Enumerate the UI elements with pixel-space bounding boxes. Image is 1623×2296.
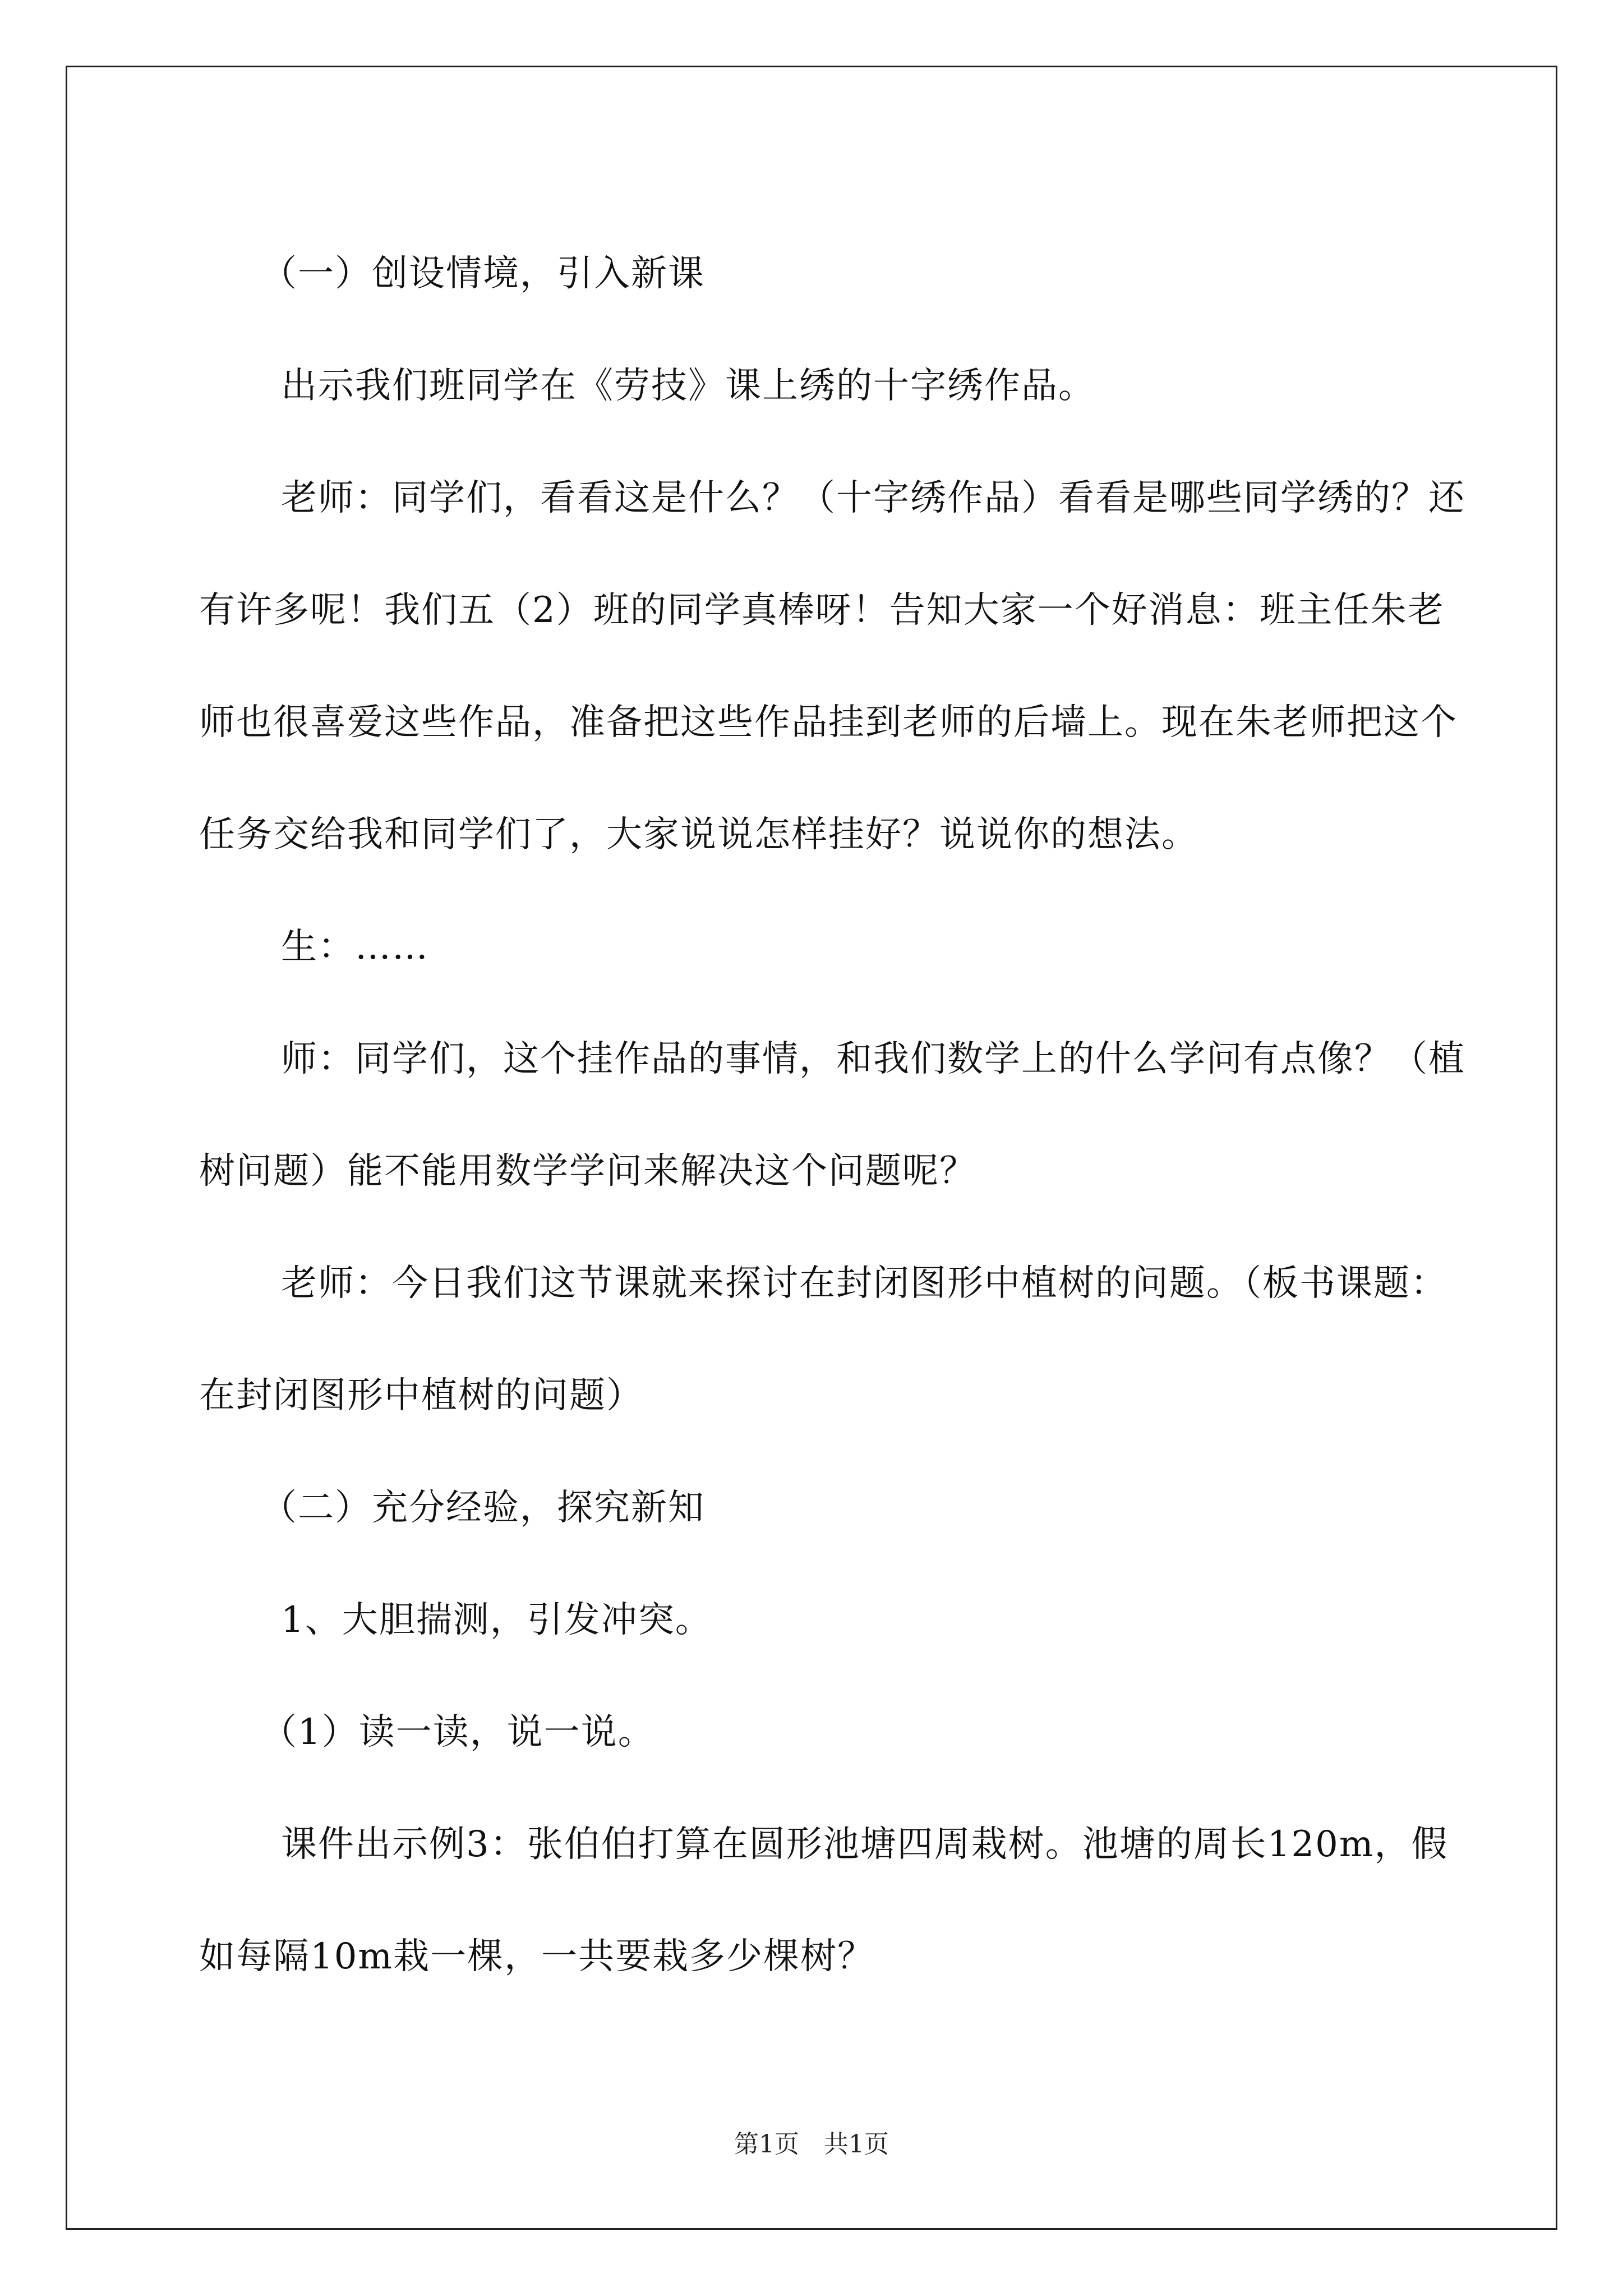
document-body [199, 218, 1467, 2013]
page-footer: 第1页 共1页 [734, 2130, 889, 2159]
section-heading-1: （一）创设情境，引入新课 [261, 253, 705, 295]
section-heading-2: （二）充分经验，探究新知 [261, 1487, 705, 1529]
paragraph: 课件出示例3：张伯伯打算在圆形池塘四周栽树。池塘的周长120m，假如每隔10m栽一棵，一共要栽多少棵树？ [199, 1824, 1449, 1977]
paragraph: （1）读一读，说一说。 [261, 1711, 655, 1753]
paragraph: 生：…… [281, 926, 429, 968]
paragraph: 老师：同学们，看看这是什么？（十字绣作品）看看是哪些同学绣的？还有许多呢！我们五（2）班的同学真棒呀！告知大家一个好消息：班主任朱老师也很喜爱这些作品，准备把这些作品挂到老师的后墙上。现在朱老师把这个任务交给我和同学们了，大家说说怎样挂好？说说你的想法。 [199, 477, 1465, 855]
paragraph: 出示我们班同学在《劳技》课上绣的十字绣作品。 [281, 365, 1095, 407]
paragraph: 师：同学们，这个挂作品的事情，和我们数学上的什么学问有点像？（植树问题）能不能用数学学问来解决这个问题呢？ [199, 1038, 1465, 1192]
paragraph: 老师：今日我们这节课就来探讨在封闭图形中植树的问题。（板书课题：在封闭图形中植树的问题） [199, 1263, 1447, 1416]
paragraph: 1、大胆揣测，引发冲突。 [281, 1599, 712, 1641]
